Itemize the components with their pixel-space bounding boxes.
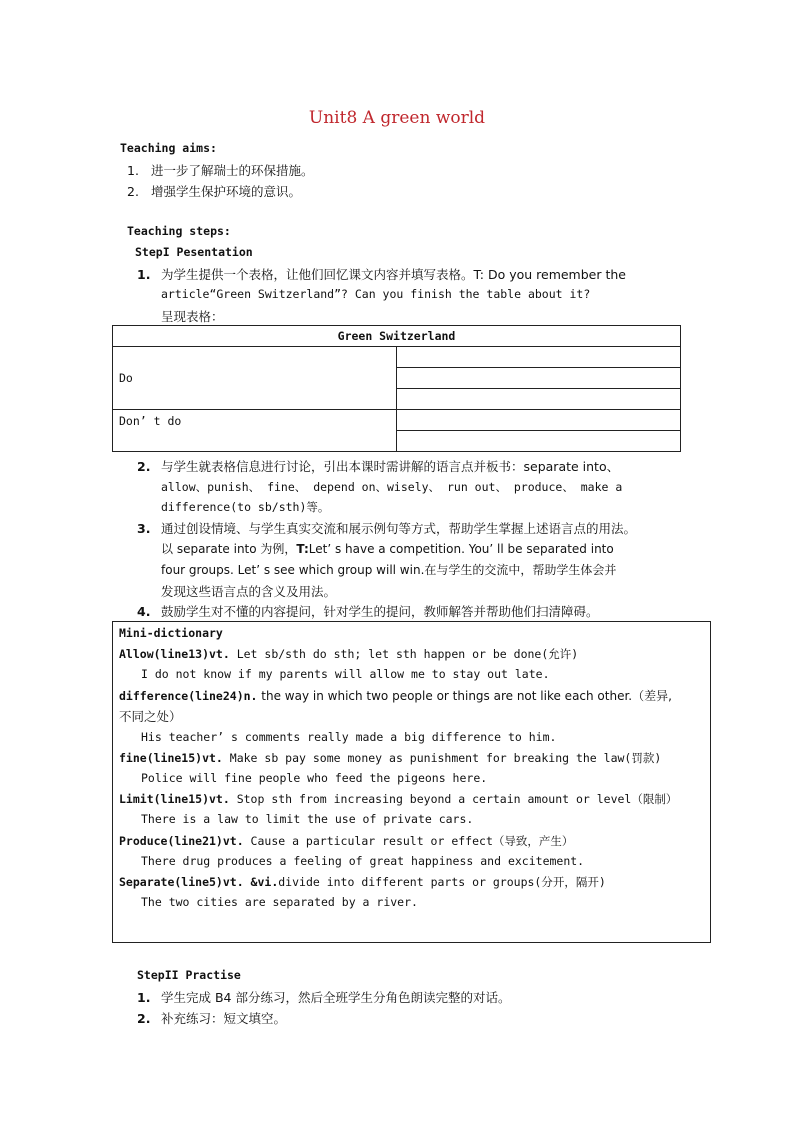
step1-item-2-line2: allow、punish、 fine、 depend on、wisely、 run out、 produce、 make a: [161, 480, 623, 494]
dictionary-example: His teacher’ s comments really made a big difference to him.: [141, 730, 557, 744]
dictionary-heading: Mini-dictionary: [119, 626, 223, 640]
table-blank-cell[interactable]: [397, 410, 681, 431]
step2-item: 2. 补充练习：短文填空。: [137, 1011, 287, 1026]
dictionary-example: The two cities are separated by a river.: [141, 895, 418, 909]
step1-item-3-line4: 发现这些语言点的含义及用法。: [161, 584, 337, 599]
steps-heading: Teaching steps:: [127, 224, 231, 238]
table-blank-cell[interactable]: [397, 389, 681, 410]
dictionary-example: Police will fine people who feed the pigeons here.: [141, 771, 488, 785]
aim-item: 1. 进一步了解瑞士的环保措施。: [127, 163, 314, 178]
page-title: Unit8 A green world: [308, 108, 486, 128]
table-header: Green Switzerland: [113, 326, 681, 347]
step1-item-3-line2: 以 separate into 为例，T:Let’ s have a competition. You’ ll be separated into: [161, 542, 614, 556]
dictionary-entry: Allow(line13)vt. Let sb/sth do sth; let sth happen or be done(允许): [119, 647, 579, 661]
step1-item-3-line3: four groups. Let’ s see which group will win.在与学生的交流中，帮助学生体会并: [161, 563, 617, 577]
step1-item-2-line3: difference(to sb/sth)等。: [161, 500, 330, 514]
dictionary-example: There is a law to limit the use of private cars.: [141, 812, 474, 826]
step2-item: 1. 学生完成 B4 部分练习，然后全班学生分角色朗读完整的对话。: [137, 990, 511, 1005]
step1-item-2: 2. 与学生就表格信息进行讨论，引出本课时需讲解的语言点并板书：separate into、: [137, 459, 620, 474]
dictionary-example: There drug produces a feeling of great happiness and excitement.: [141, 854, 585, 868]
table-blank-cell[interactable]: [397, 431, 681, 452]
table-dont-label: Don’ t do: [113, 410, 397, 452]
aim-item: 2. 增强学生保护环境的意识。: [127, 184, 302, 199]
dictionary-entry: fine(line15)vt. Make sb pay some money as punishment for breaking the law(罚款): [119, 751, 662, 765]
table-do-label: Do: [113, 347, 397, 410]
green-switzerland-table: [112, 325, 681, 452]
aims-heading: Teaching aims:: [120, 141, 217, 155]
step1-item-1: 1. 为学生提供一个表格，让他们回忆课文内容并填写表格。T: Do you remember the: [137, 267, 626, 282]
table-blank-cell[interactable]: [397, 347, 681, 368]
dictionary-entry: Produce(line21)vt. Cause a particular result or effect（导致，产生）: [119, 834, 574, 848]
dictionary-entry-cont: 不同之处）: [119, 709, 182, 724]
step1-item-1-line3: 呈现表格：: [161, 309, 224, 324]
dictionary-entry: difference(line24)n. the way in which two people or things are not like each other.（差异,: [119, 689, 672, 703]
step1-heading: StepI Pesentation: [135, 245, 253, 259]
table-blank-cell[interactable]: [397, 368, 681, 389]
step1-item-4: 4. 鼓励学生对不懂的内容提问，针对学生的提问，教师解答并帮助他们扫清障碍。: [137, 604, 599, 619]
dictionary-entry: Separate(line5)vt. &vi.divide into different parts or groups(分开，隔开): [119, 875, 606, 889]
step1-item-3: 3. 通过创设情境、与学生真实交流和展示例句等方式，帮助学生掌握上述语言点的用法。: [137, 521, 637, 536]
dictionary-example: I do not know if my parents will allow me to stay out late.: [141, 667, 550, 681]
dictionary-entry: Limit(line15)vt. Stop sth from increasing beyond a certain amount or level（限制）: [119, 792, 678, 806]
step1-item-1-line2: article“Green Switzerland”? Can you finish the table about it?: [161, 287, 591, 301]
step2-heading: StepII Practise: [137, 968, 241, 982]
